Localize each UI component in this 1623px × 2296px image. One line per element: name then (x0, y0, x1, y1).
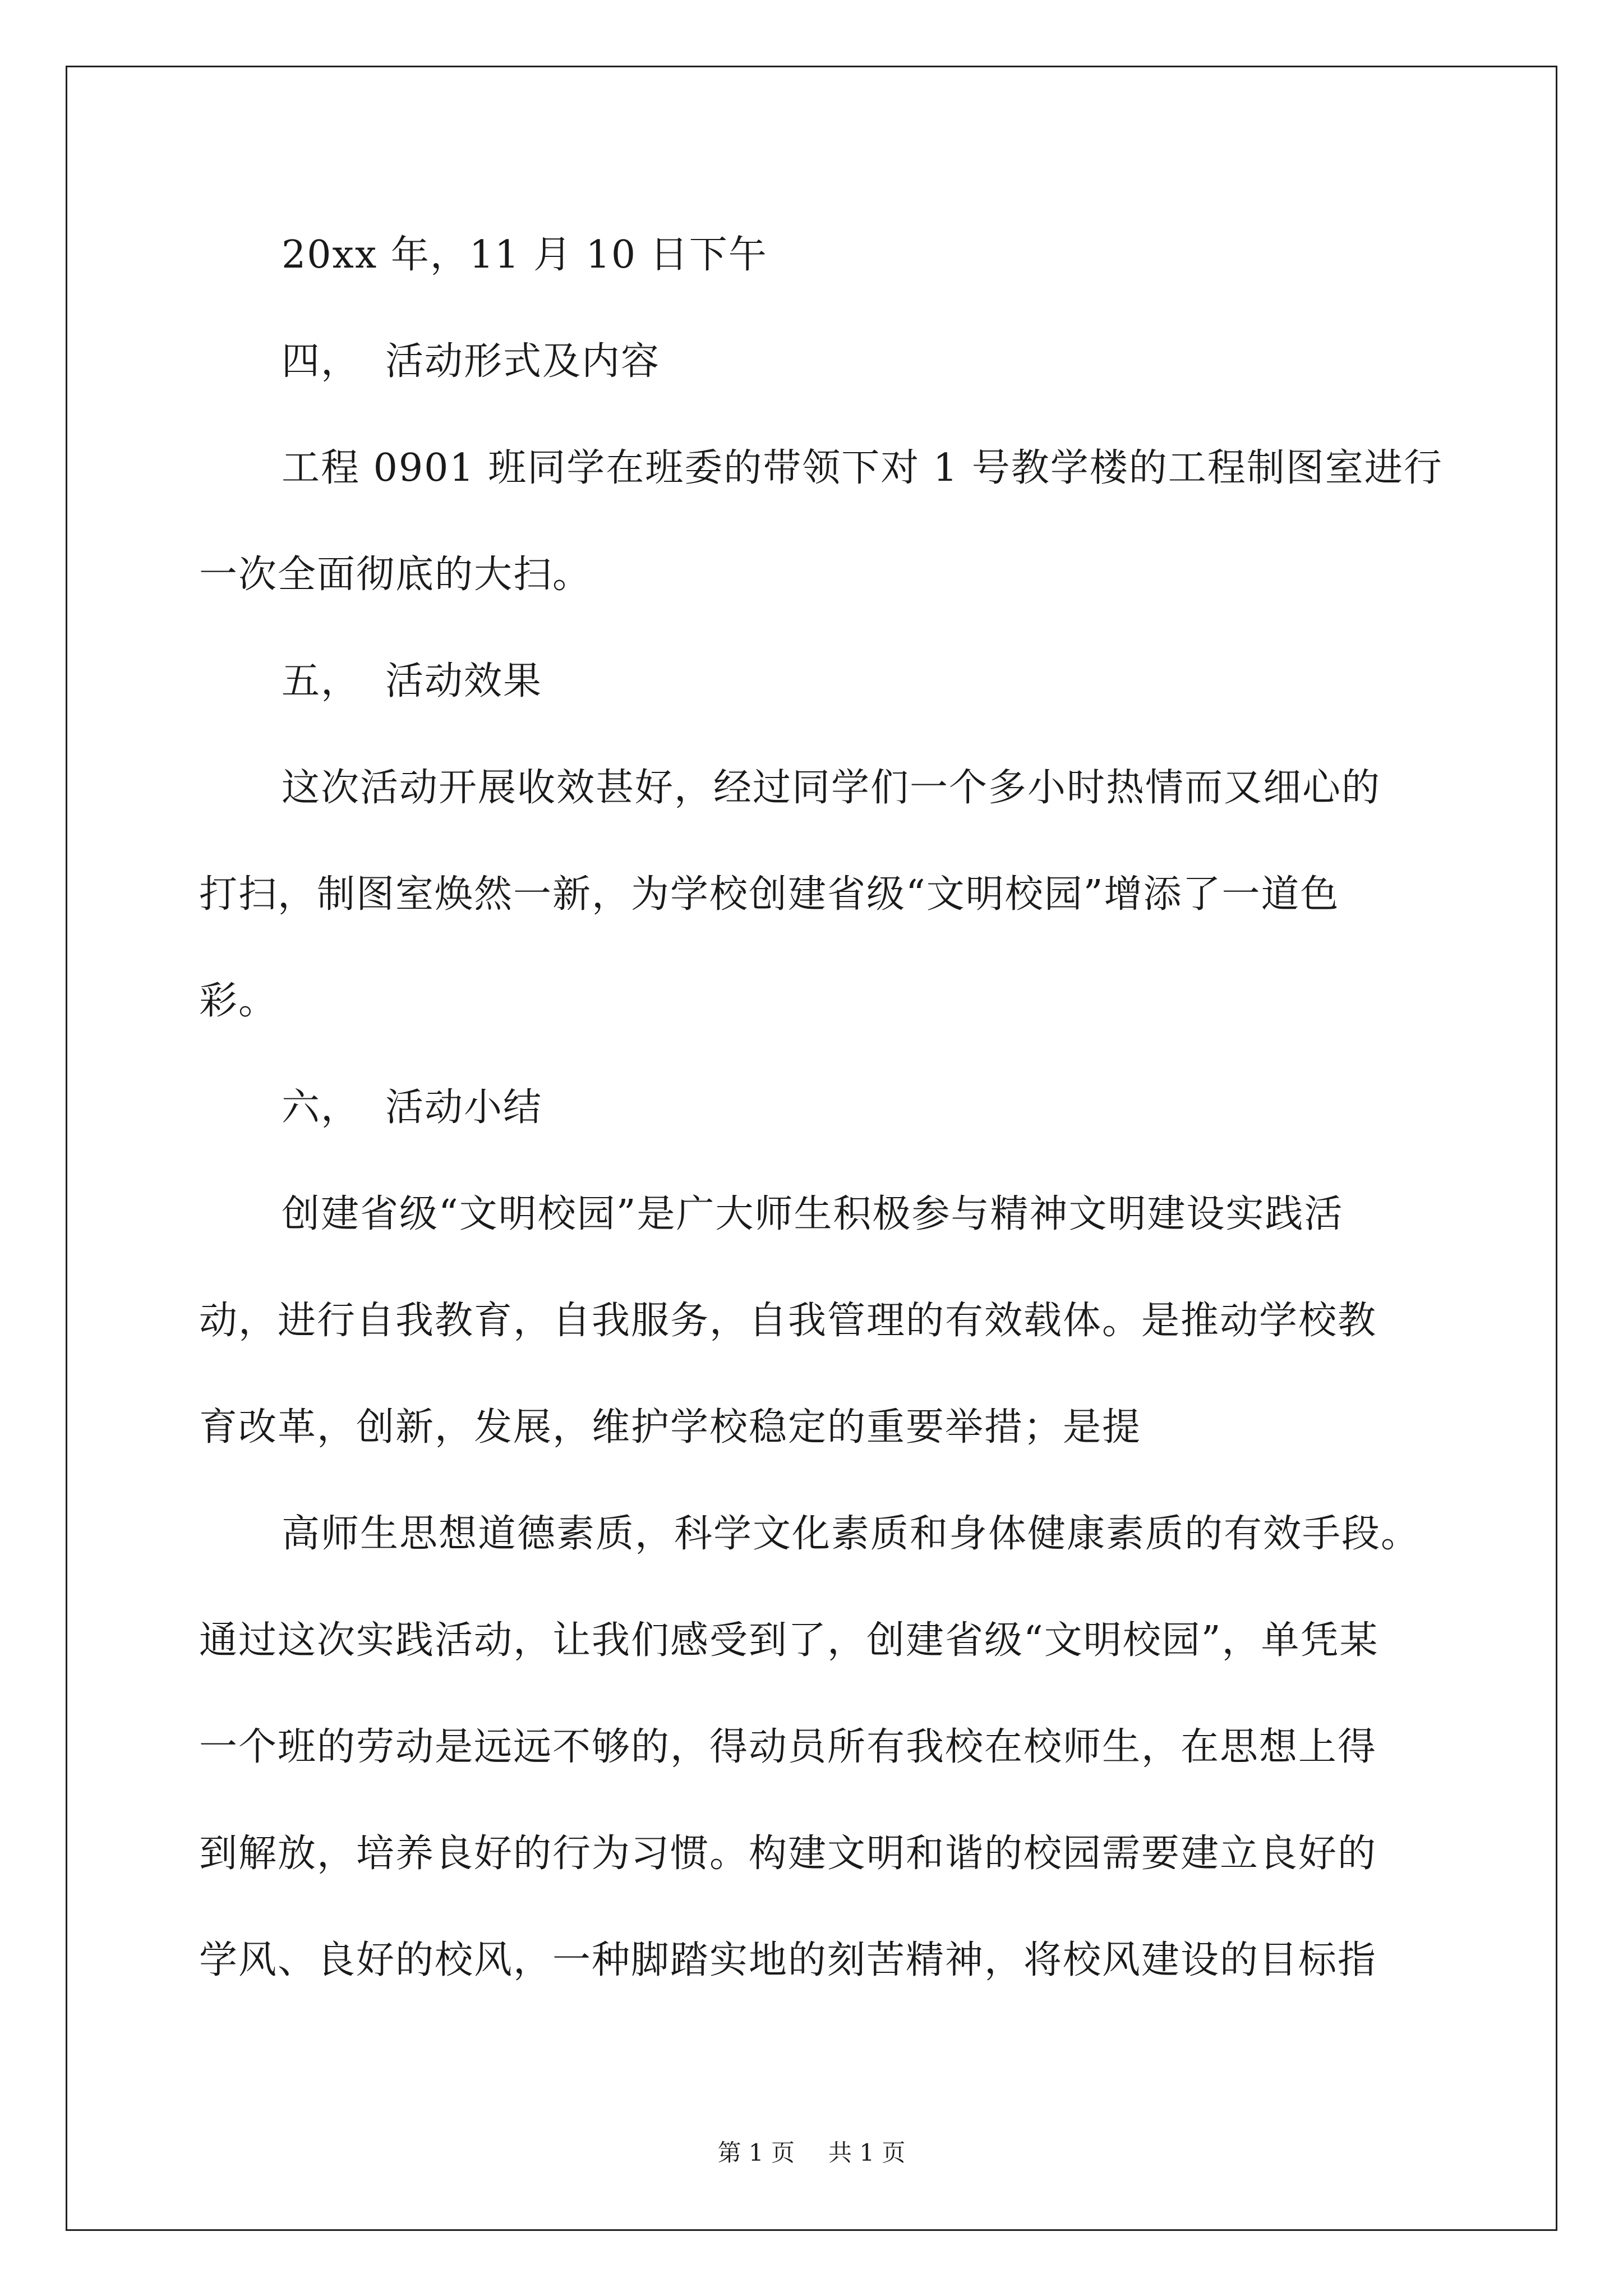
paragraph-line: 育改革，创新，发展，维护学校稳定的重要举措；是提 (199, 1405, 1142, 1450)
section-number: 四， (282, 339, 361, 384)
section-title: 活动效果 (385, 659, 543, 703)
section-heading-5 (199, 628, 1436, 735)
section-number: 五， (282, 659, 361, 703)
paragraph-line: 到解放，培养良好的行为习惯。构建文明和谐的校园需要建立良好的 (199, 1832, 1377, 1876)
section-number: 六， (282, 1085, 361, 1130)
date-line: 20xx 年，11 月 10 日下午 (282, 233, 768, 277)
page-number: 第 1 页 (717, 2139, 795, 2166)
section-heading-6 (199, 1055, 1436, 1161)
paragraph-line: 工程 0901 班同学在班委的带领下对 1 号教学楼的工程制图室进行 (282, 446, 1443, 490)
paragraph-line: 学风、良好的校风，一种脚踏实地的刻苦精神，将校风建设的目标指 (199, 1938, 1377, 1982)
paragraph-line: 一个班的劳动是远远不够的，得动员所有我校在校师生，在思想上得 (199, 1725, 1377, 1769)
paragraph-line: 一次全面彻底的大扫。 (199, 553, 592, 597)
paragraph-line: 彩。 (199, 979, 278, 1023)
paragraph-line: 打扫，制图室焕然一新，为学校创建省级“文明校园”增添了一道色 (199, 872, 1340, 917)
paragraph-line: 创建省级“文明校园”是广大师生积极参与精神文明建设实践活 (282, 1192, 1344, 1236)
paragraph-line: 高师生思想道德素质，科学文化素质和身体健康素质的有效手段。 (282, 1512, 1421, 1556)
section-heading-4 (199, 309, 1436, 415)
page-footer (0, 2134, 1623, 2168)
paragraph-line: 动，进行自我教育，自我服务，自我管理的有效载体。是推动学校教 (199, 1299, 1377, 1343)
document-body (199, 202, 1443, 2014)
section-title: 活动形式及内容 (385, 339, 661, 384)
page-total: 共 1 页 (828, 2139, 906, 2166)
section-title: 活动小结 (385, 1085, 543, 1130)
paragraph-line: 通过这次实践活动，让我们感受到了，创建省级“文明校园”，单凭某 (199, 1618, 1379, 1663)
paragraph-line: 这次活动开展收效甚好，经过同学们一个多小时热情而又细心的 (282, 766, 1381, 810)
